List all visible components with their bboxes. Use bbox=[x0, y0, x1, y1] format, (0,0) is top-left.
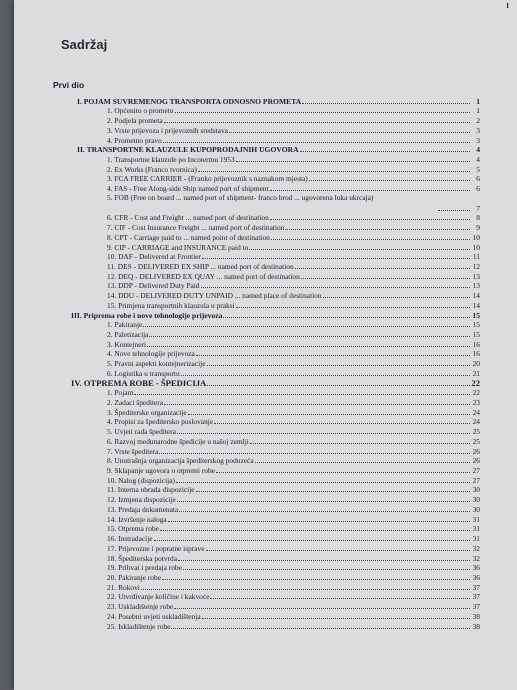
toc-entry-title: 6. CFR - Cost and Freight ... named port of destination bbox=[107, 213, 269, 223]
toc-entry-title: 14. Izvršenje naloga bbox=[107, 514, 167, 524]
toc-entry-title: 1. Pojam bbox=[107, 388, 134, 398]
toc-page-number: 7 bbox=[476, 203, 480, 213]
dot-leader bbox=[141, 582, 470, 590]
toc-entry-title: 2. Ex Works (Franco tvornica) bbox=[107, 164, 197, 174]
toc-entry-row bbox=[60, 290, 480, 300]
toc-page-number: 22 bbox=[472, 388, 480, 398]
toc-page-number: 30 bbox=[472, 485, 480, 495]
toc-page-number: 31 bbox=[472, 534, 480, 544]
toc-entry-title: 16. Instradacije bbox=[107, 534, 153, 544]
dot-leader bbox=[201, 280, 470, 288]
toc-entry-title: 4. FAS - Free Along-side Ship named port of shipment bbox=[107, 184, 269, 194]
toc-entry-row bbox=[60, 135, 480, 145]
toc-entry-row bbox=[60, 300, 480, 310]
toc-entry-row bbox=[60, 329, 480, 339]
toc-page-number: 3 bbox=[476, 125, 480, 135]
toc-entry-title: 21. Rokovi bbox=[107, 582, 140, 592]
toc-entry-title: 8. Unutrašnja organizacija špediterskog poduzeća bbox=[107, 456, 254, 466]
toc-entry-title: 1. Transportne klauzule po Incotermu 1953 bbox=[107, 155, 235, 165]
toc-entry-row bbox=[60, 388, 480, 398]
toc-page-number: 15 bbox=[472, 320, 480, 330]
toc-entry-row bbox=[60, 252, 480, 262]
toc-entry-title: 23. Uskladištenje robe bbox=[107, 602, 174, 612]
dot-leader bbox=[236, 300, 470, 308]
toc-entry-title: 12. Izmjena dispozicije bbox=[107, 495, 176, 505]
toc-entry-row bbox=[60, 154, 480, 164]
toc-page-number: 1 bbox=[476, 96, 480, 106]
dot-leader bbox=[223, 310, 470, 318]
toc-entry-row bbox=[60, 407, 480, 417]
toc-entry-title: 11. DES - DELIVERED EX SHIP ... named port of destination bbox=[107, 261, 294, 271]
dot-leader bbox=[270, 212, 470, 220]
toc-page-number: 13 bbox=[472, 271, 480, 281]
dot-leader bbox=[163, 135, 470, 143]
toc-page-number: 27 bbox=[472, 475, 480, 485]
table-of-contents bbox=[60, 96, 480, 631]
toc-page-number: 14 bbox=[472, 300, 480, 310]
toc-entry-row bbox=[60, 261, 480, 271]
toc-entry-title: 19. Prihvat i predaja robe bbox=[107, 563, 182, 573]
toc-page-number: 23 bbox=[472, 398, 480, 407]
dot-leader bbox=[171, 621, 470, 629]
dot-leader bbox=[229, 125, 470, 133]
toc-leader-group bbox=[437, 193, 480, 212]
toc-entry-title: 3. Špediterske organizacije bbox=[107, 407, 187, 417]
toc-entry-row bbox=[60, 582, 480, 592]
toc-page-number: 6 bbox=[476, 174, 480, 184]
toc-page-number: 4 bbox=[476, 155, 480, 165]
toc-page-number: 30 bbox=[472, 504, 480, 514]
toc-entry-row bbox=[60, 368, 480, 378]
toc-entry-row bbox=[60, 436, 480, 446]
dot-leader bbox=[438, 203, 470, 211]
toc-page-number: 16 bbox=[472, 339, 480, 349]
toc-entry-row bbox=[60, 465, 480, 475]
toc-page-number: 3 bbox=[476, 135, 480, 145]
dot-leader bbox=[207, 378, 470, 386]
toc-entry-title: 3. Kontejneri bbox=[107, 339, 146, 349]
dot-leader bbox=[206, 543, 471, 551]
dot-leader bbox=[270, 183, 470, 191]
toc-entry-row bbox=[60, 475, 480, 485]
dot-leader bbox=[255, 455, 470, 463]
toc-entry-title: 9. CIP - CARRIAGE and INSURANCE paid to bbox=[107, 242, 249, 252]
toc-entry-row bbox=[60, 183, 480, 193]
toc-page-number: 38 bbox=[472, 611, 480, 621]
dot-leader bbox=[183, 562, 470, 570]
toc-entry-row bbox=[60, 339, 480, 349]
dot-leader bbox=[300, 144, 470, 152]
dot-leader bbox=[207, 358, 470, 366]
toc-entry-title: 11. Interna obrada dispozicije bbox=[107, 485, 195, 495]
toc-entry-title: 6. Logistika u transportu bbox=[107, 368, 180, 378]
toc-page-number: 15 bbox=[472, 310, 480, 320]
dot-leader bbox=[271, 232, 470, 240]
toc-entry-row bbox=[60, 125, 480, 135]
toc-entry-row bbox=[60, 494, 480, 504]
dot-leader bbox=[168, 514, 470, 522]
dot-leader bbox=[188, 407, 470, 415]
toc-page-number: 37 bbox=[472, 602, 480, 612]
toc-entry-title: 10. Nalog (dispozicija) bbox=[107, 475, 175, 485]
toc-entry-row bbox=[60, 456, 480, 466]
dot-leader bbox=[159, 446, 470, 454]
dot-leader bbox=[214, 416, 470, 424]
dot-leader bbox=[179, 504, 470, 512]
toc-entry-title: 5. Pravni aspekti kontejnerizacije bbox=[107, 359, 206, 369]
dot-leader bbox=[295, 261, 470, 269]
toc-page-number: 6 bbox=[476, 184, 480, 194]
toc-entry-title: 14. DDU - DELIVERED DUTY UNPAID ... named place of destination bbox=[107, 291, 322, 301]
toc-entry-title: 15. Otprema robe bbox=[107, 524, 159, 534]
toc-entry-row bbox=[60, 281, 480, 291]
toc-entry-row bbox=[60, 174, 480, 184]
toc-entry-row bbox=[60, 611, 480, 621]
toc-page-number: 12 bbox=[472, 261, 480, 271]
toc-entry-title: 5. FOB (Free on board ... named port of shipment- franco brod ... ugovorena luka ukrcaja) bbox=[107, 193, 374, 203]
toc-entry-row bbox=[60, 320, 480, 330]
toc-page-number: 32 bbox=[472, 543, 480, 553]
toc-entry-row bbox=[60, 164, 480, 174]
toc-page-number: 37 bbox=[472, 592, 480, 602]
page-title: Sadržaj bbox=[61, 37, 108, 52]
toc-page-number: 16 bbox=[472, 349, 480, 359]
dot-leader bbox=[323, 290, 470, 298]
toc-entry-row bbox=[60, 504, 480, 514]
toc-entry-title: 13. Predaja dokumenata bbox=[107, 504, 179, 514]
dot-leader bbox=[202, 611, 470, 619]
toc-entry-title: 24. Posebni uvjeti uskladištenja bbox=[107, 611, 201, 621]
toc-page-number: 9 bbox=[476, 223, 480, 233]
toc-entry-row bbox=[60, 242, 480, 252]
toc-entry-row bbox=[60, 426, 480, 436]
dot-leader bbox=[302, 96, 470, 104]
dot-leader bbox=[198, 164, 470, 172]
toc-page-number: 22 bbox=[471, 377, 480, 388]
toc-page-number: 24 bbox=[472, 407, 480, 417]
dot-leader bbox=[181, 368, 470, 376]
dot-leader bbox=[154, 533, 470, 541]
toc-entry-title: 5. Uvjeti rada špeditera bbox=[107, 427, 176, 437]
toc-entry-title: 25. Iskladištenje robe bbox=[107, 621, 171, 631]
toc-entry-row bbox=[60, 106, 480, 116]
toc-entry-title: 2. Zadaci špeditera bbox=[107, 398, 164, 407]
toc-page-number: 10 bbox=[472, 242, 480, 252]
toc-entry-row bbox=[60, 232, 480, 242]
toc-entry-title: 7. CIF - Cost Insurance Freight ... named port of destination bbox=[107, 223, 285, 233]
toc-page-number: 27 bbox=[472, 466, 480, 476]
toc-entry-title: 3. Vrste prijevoza i prijevoznih sredstava bbox=[107, 125, 228, 135]
toc-entry-row bbox=[60, 397, 480, 407]
toc-entry-row bbox=[60, 446, 480, 456]
dot-leader bbox=[249, 242, 470, 250]
dot-leader bbox=[143, 319, 470, 327]
dot-leader bbox=[134, 387, 470, 395]
toc-entry-title: 2. Paletizacija bbox=[107, 329, 149, 339]
toc-chapter-row bbox=[60, 378, 480, 388]
toc-entry-title: 4. Prometno pravo bbox=[107, 135, 162, 145]
page-number: I bbox=[506, 2, 509, 10]
toc-entry-row bbox=[60, 485, 480, 495]
toc-entry-title: 18. Špediterska potvrda bbox=[107, 553, 177, 563]
toc-page-number: 36 bbox=[472, 563, 480, 573]
part-heading: Prvi dio bbox=[53, 80, 85, 90]
toc-page-number: 31 bbox=[472, 514, 480, 524]
toc-entry-row bbox=[60, 592, 480, 602]
document-page bbox=[14, 0, 517, 690]
toc-page-number: 10 bbox=[472, 232, 480, 242]
toc-page-number: 25 bbox=[472, 436, 480, 446]
toc-entry-row bbox=[60, 358, 480, 368]
dot-leader bbox=[210, 591, 470, 599]
toc-entry-title: IV. OTPREMA ROBE - ŠPEDICIJA bbox=[71, 377, 207, 388]
dot-leader bbox=[175, 105, 470, 113]
toc-page-number: 26 bbox=[472, 446, 480, 456]
toc-entry-row bbox=[60, 213, 480, 223]
toc-page-number: 31 bbox=[472, 524, 480, 534]
toc-chapter-row bbox=[60, 310, 480, 320]
dot-leader bbox=[202, 251, 470, 259]
toc-entry-title: 4. Propisi za špeditersko poslovanje bbox=[107, 417, 214, 427]
toc-entry-title: 17. Prijevozne i popratne isprave bbox=[107, 543, 205, 553]
toc-entry-row bbox=[60, 563, 480, 573]
toc-page-number: 4 bbox=[476, 145, 480, 155]
toc-page-number: 5 bbox=[476, 164, 480, 174]
toc-entry-row bbox=[60, 271, 480, 281]
toc-page-number: 30 bbox=[472, 495, 480, 505]
toc-page-number: 25 bbox=[472, 427, 480, 437]
toc-entry-row bbox=[60, 417, 480, 427]
toc-entry-title: 8. CPT - Carriage paid to ... named point of destination bbox=[107, 232, 270, 242]
toc-entry-title: 1. Općenito o prometu bbox=[107, 106, 174, 116]
dot-leader bbox=[196, 484, 470, 492]
toc-entry-row bbox=[60, 543, 480, 553]
toc-entry-row bbox=[60, 349, 480, 359]
dot-leader bbox=[176, 475, 470, 483]
dot-leader bbox=[147, 339, 470, 347]
toc-entry-title: III. Priprema robe i nove tehnologije prijevoza bbox=[71, 310, 223, 320]
toc-page-number: 21 bbox=[472, 368, 480, 378]
toc-entry-row bbox=[60, 621, 480, 631]
toc-entry-row bbox=[60, 553, 480, 563]
dot-leader bbox=[174, 601, 470, 609]
toc-page-number: 8 bbox=[476, 213, 480, 223]
toc-entry-row bbox=[60, 222, 480, 232]
toc-entry-row bbox=[60, 572, 480, 582]
toc-entry-row bbox=[60, 524, 480, 534]
toc-entry-title: 6. Razvoj međunarodne špedicije u našoj zemlji bbox=[107, 436, 249, 446]
toc-entry-title: I. POJAM SUVREMENOG TRANSPORTA ODNOSNO PROMETA bbox=[77, 96, 302, 106]
dot-leader bbox=[285, 222, 470, 230]
toc-entry-title: 7. Vrste špeditera bbox=[107, 446, 159, 456]
toc-chapter-row bbox=[60, 145, 480, 155]
toc-entry-row bbox=[60, 193, 480, 212]
toc-page-number: 32 bbox=[472, 553, 480, 563]
toc-entry-title: 1. Pakiranje bbox=[107, 320, 143, 330]
dot-leader bbox=[177, 494, 470, 502]
toc-entry-title: 9. Sklapanje ugovora o otpremi robe bbox=[107, 466, 215, 476]
toc-entry-row bbox=[60, 115, 480, 125]
toc-entry-title: 2. Podjela prometa bbox=[107, 116, 163, 126]
dot-leader bbox=[309, 173, 470, 181]
toc-entry-title: 22. Utvrđivanje količine i kakvoće bbox=[107, 592, 210, 602]
toc-entry-title: 13. DDP - Delivered Duty Paid bbox=[107, 281, 200, 291]
toc-entry-title: 12. DEQ - DELIVERED EX QUAY ... named port of destination bbox=[107, 271, 300, 281]
dot-leader bbox=[164, 115, 470, 123]
dot-leader bbox=[196, 348, 470, 356]
toc-page-number: 37 bbox=[472, 582, 480, 592]
dot-leader bbox=[236, 154, 470, 162]
toc-page-number: 20 bbox=[472, 359, 480, 369]
toc-entry-row bbox=[60, 601, 480, 611]
toc-entry-title: 20. Pakiranje robe bbox=[107, 572, 161, 582]
toc-entry-row bbox=[60, 533, 480, 543]
dot-leader bbox=[177, 426, 470, 434]
toc-page-number: 1 bbox=[476, 106, 480, 116]
dot-leader bbox=[162, 572, 470, 580]
toc-page-number: 15 bbox=[472, 329, 480, 339]
toc-entry-title: 4. Nove tehnologije prijevoza bbox=[107, 349, 195, 359]
dot-leader bbox=[178, 553, 470, 561]
toc-page-number: 2 bbox=[476, 116, 480, 126]
toc-chapter-row bbox=[60, 96, 480, 106]
toc-entry-row bbox=[60, 514, 480, 524]
toc-page-number: 14 bbox=[472, 291, 480, 301]
toc-entry-title: 15. Primjena transportnih klauzula u praksi bbox=[107, 300, 235, 310]
toc-page-number: 24 bbox=[472, 417, 480, 427]
dot-leader bbox=[216, 465, 470, 473]
toc-entry-title: 10. DAF - Delivered at Frontier bbox=[107, 252, 202, 262]
toc-entry-title: II. TRANSPORTNE KLAUZULE KUPOPRODAJNIH UGOVORA bbox=[77, 145, 299, 155]
toc-page-number: 38 bbox=[472, 621, 480, 631]
dot-leader bbox=[250, 436, 470, 444]
toc-page-number: 11 bbox=[472, 252, 480, 262]
dot-leader bbox=[164, 397, 470, 405]
toc-page-number: 36 bbox=[472, 572, 480, 582]
dot-leader bbox=[301, 271, 470, 279]
toc-page-number: 13 bbox=[472, 281, 480, 291]
toc-entry-title: 3. FCA FREE CARRIER - (Franko prijevoznik s naznakom mjesta) bbox=[107, 174, 308, 184]
dot-leader bbox=[160, 523, 470, 531]
toc-page-number: 26 bbox=[472, 456, 480, 466]
dot-leader bbox=[149, 329, 470, 337]
